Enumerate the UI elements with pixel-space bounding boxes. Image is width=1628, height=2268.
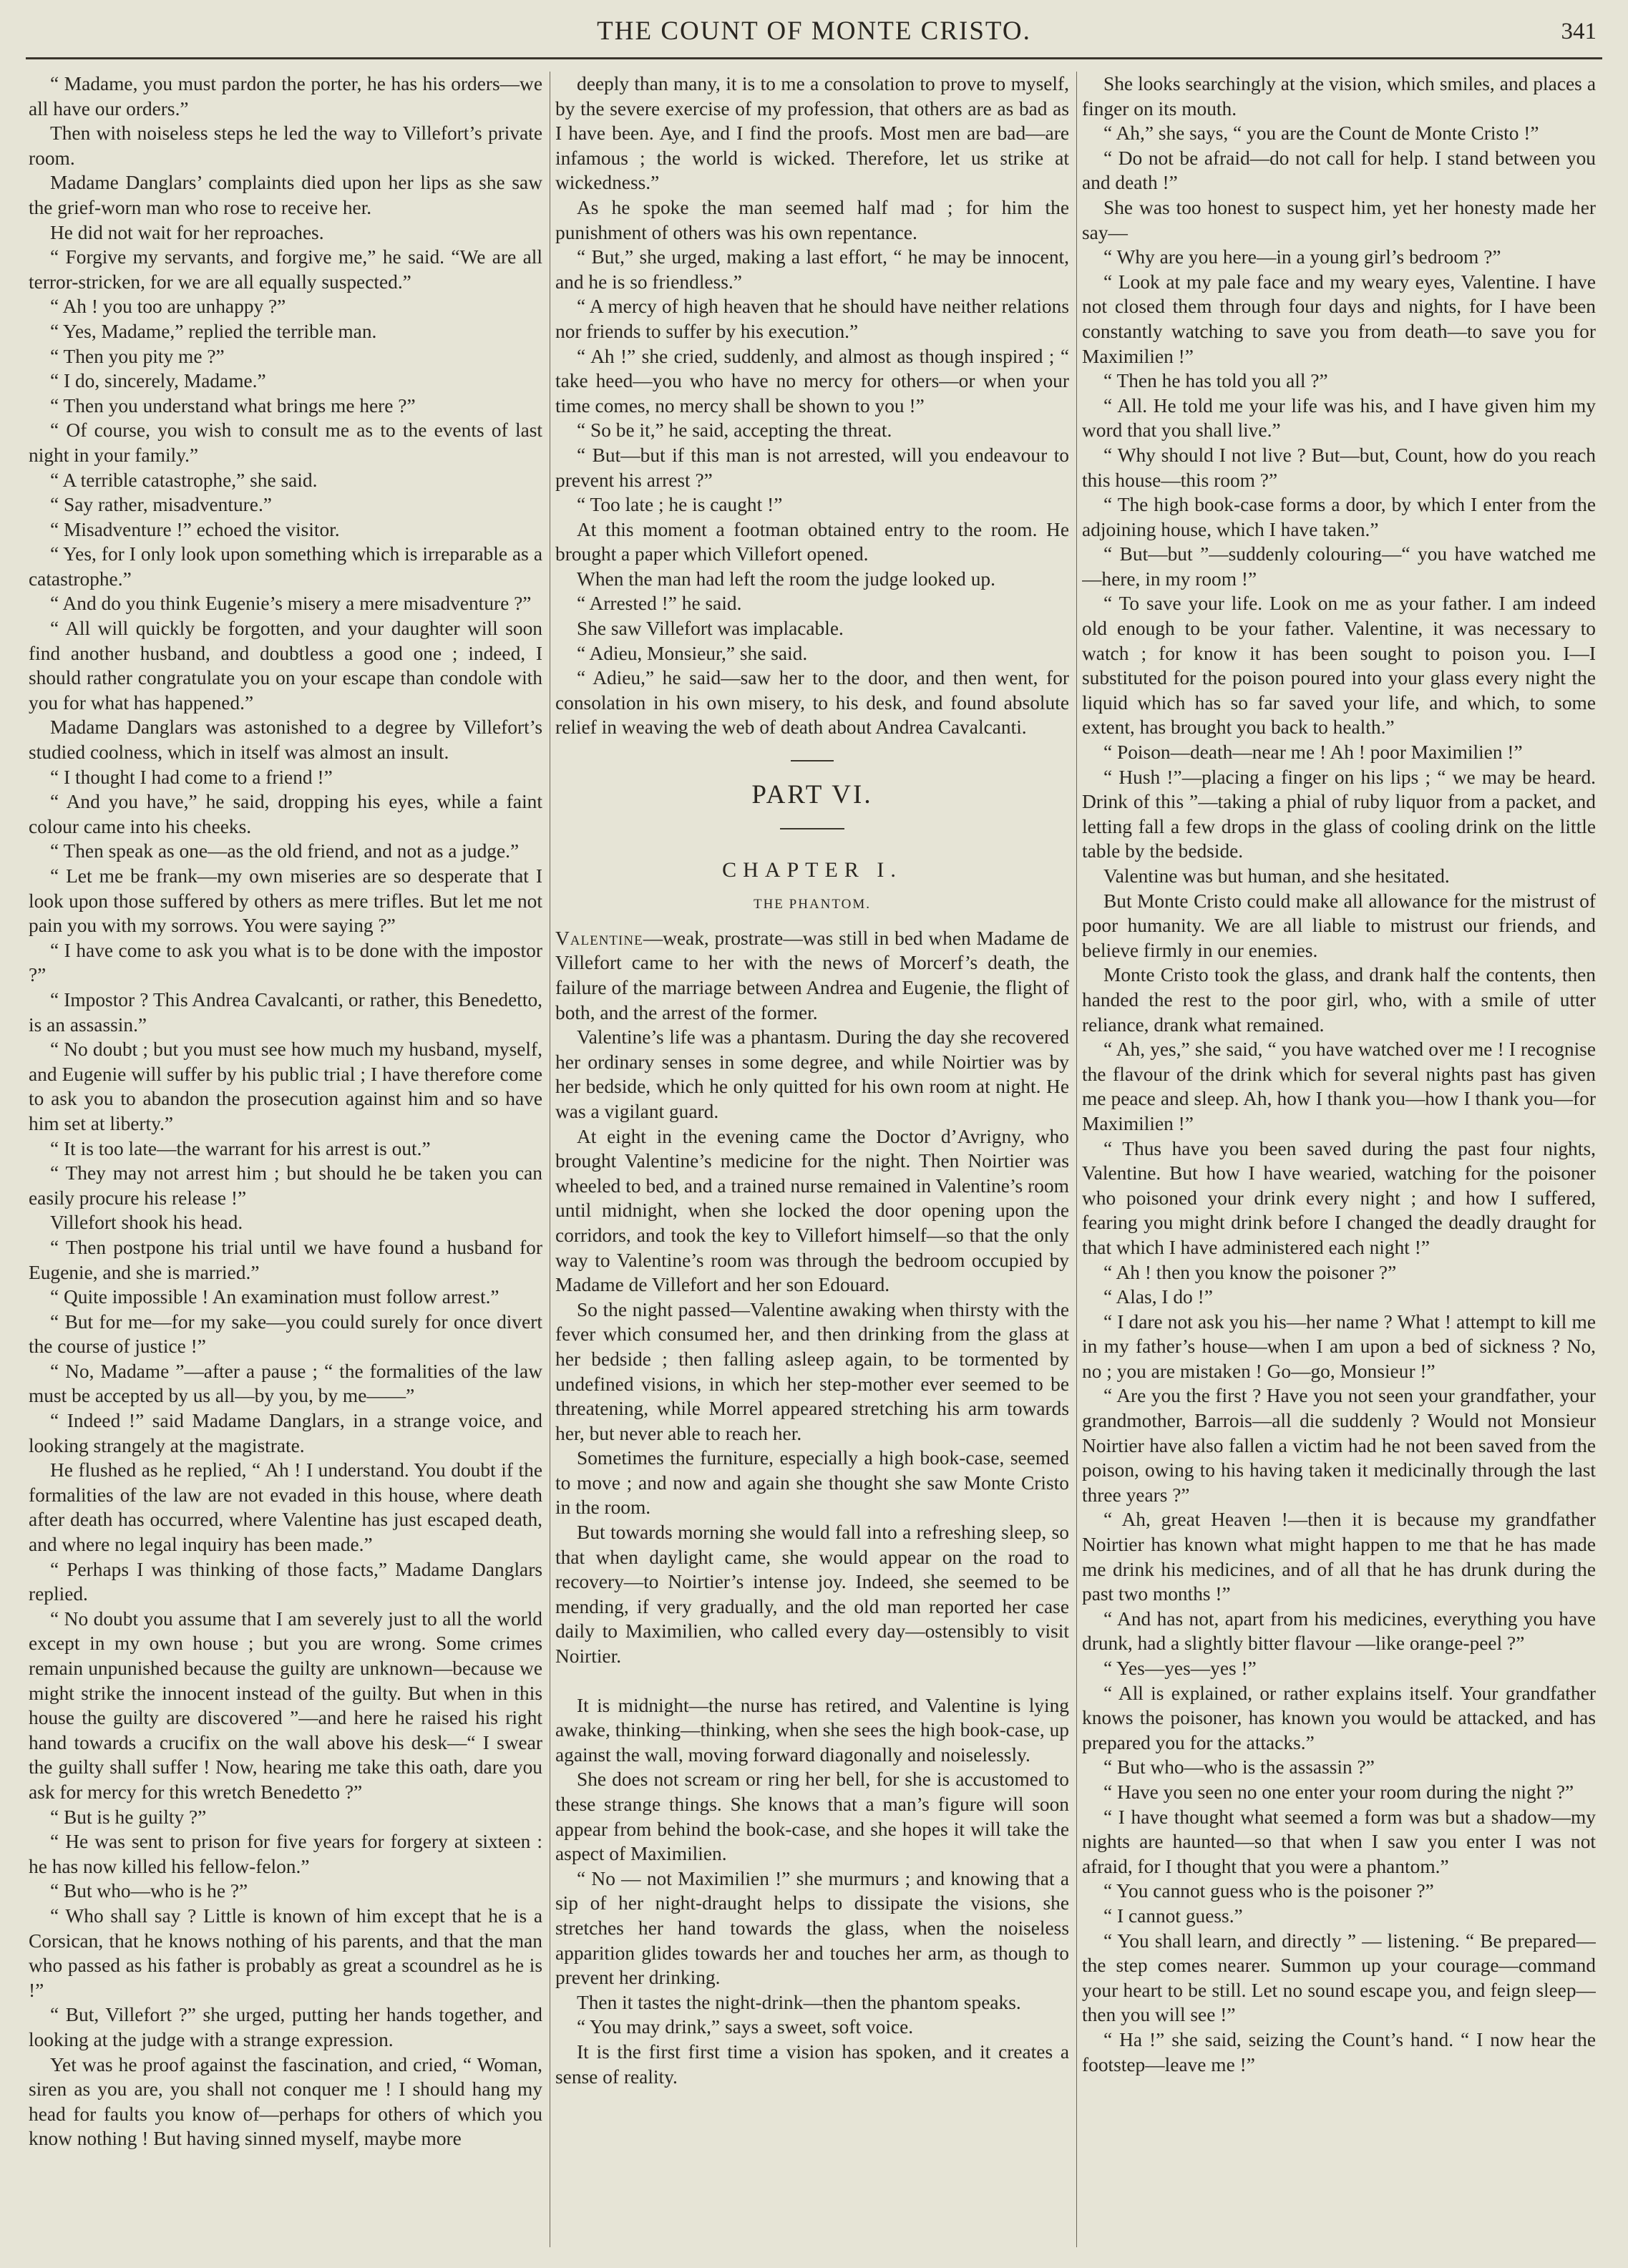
- paragraph: “ All is explained, or rather explains itself. Your grandfather knows the poisoner, has known you would be attacked, and has prepared you for the attacks.”: [1082, 1682, 1596, 1753]
- paragraph: “ But who—who is he ?”: [50, 1880, 248, 1902]
- paragraph: “ But,” she urged, making a last effort, “ he may be innocent, and he is so friendless.”: [555, 246, 1069, 293]
- paragraph: “ Yes—yes—yes !”: [1103, 1658, 1257, 1679]
- part-divider: [780, 828, 844, 829]
- paragraph: “ Indeed !” said Madame Danglars, in a strange voice, and looking strangely at the magistrate.: [29, 1410, 542, 1456]
- paragraph: When the man had left the room the judge looked up.: [577, 568, 995, 590]
- paragraph: “ Why are you here—in a young girl’s bedroom ?”: [1103, 246, 1501, 268]
- paragraph: Valentine was but human, and she hesitated.: [1103, 865, 1450, 887]
- column-left: [29, 72, 542, 2254]
- paragraph: “ Of course, you wish to consult me as to the events of last night in your family.”: [29, 419, 542, 466]
- section-break: [555, 1669, 1069, 1693]
- paragraph: As he spoke the man seemed half mad ; for him the punishment of others was his own repentance.: [555, 196, 1069, 243]
- paragraph: “ You may drink,” says a sweet, soft voice.: [577, 2016, 914, 2038]
- paragraph: “ Thus have you been saved during the past four nights, Valentine. But how I have wearied, watching for the poisoner who poisoned your drink every night ; and how I suffered, fearing you might drink before I changed the deadly draught for that which I have administered each night !”: [1082, 1137, 1596, 1258]
- paragraph: “ And you have,” he said, dropping his eyes, while a faint colour came into his cheeks.: [29, 791, 542, 837]
- paragraph: He did not wait for her reproaches.: [50, 221, 324, 243]
- paragraph: “ A mercy of high heaven that he should have neither relations nor friends to suffer by his execution.”: [555, 296, 1069, 342]
- paragraph: “ Misadventure !” echoed the visitor.: [50, 518, 340, 540]
- paragraph: “ A terrible catastrophe,” she said.: [50, 469, 318, 491]
- paragraph: Villefort shook his head.: [50, 1212, 243, 1234]
- paragraph: “ Why should I not live ? But—but, Count, how do you reach this house—this room ?”: [1082, 444, 1596, 491]
- paragraph: Yet was he proof against the fascination, and cried, “ Woman, siren as you are, you shall not conquer me ! I should hang my head for faults you know of—perhaps for others of which you know nothing ! But having sinned myself, maybe more: [29, 2053, 542, 2150]
- paragraph: Madame Danglars was astonished to a degree by Villefort’s studied coolness, which in itself was almost an insult.: [29, 716, 542, 764]
- paragraph: “ But who—who is the assassin ?”: [1103, 1756, 1375, 1778]
- paragraph: Sometimes the furniture, especially a high book-case, seemed to move ; and now and again she thought she saw Monte Cristo in the room.: [555, 1447, 1069, 1519]
- paragraph: “ So be it,” he said, accepting the threat.: [577, 419, 892, 442]
- paragraph: “ Perhaps I was thinking of those facts,” Madame Danglars replied.: [29, 1558, 542, 1605]
- paragraph: He flushed as he replied, “ Ah ! I understand. You doubt if the formalities of the law are not evaded in this house, where death after death has occurred, where Valentine has just escaped death, and where no legal inquiry has been made.”: [29, 1459, 542, 1556]
- paragraph: “ Ha !” she said, seizing the Count’s hand. “ I now hear the footstep—leave me !”: [1082, 2028, 1596, 2075]
- paragraph: “ You shall learn, and directly ” — listening. “ Be prepared—the step comes nearer. Summon up your courage—command your heart to be still. Let no sound escape you, and feign sleep—then you will see !”: [1082, 1929, 1596, 2026]
- paragraph: “ No doubt ; but you must see how much my husband, myself, and Eugenie will suffer by his public trial ; I have therefore come to ask you to abandon the prosecution against him and so have him set at liberty.”: [29, 1038, 542, 1134]
- paragraph: At this moment a footman obtained entry to the room. He brought a paper which Villefort opened.: [555, 518, 1069, 565]
- paragraph: “ I do, sincerely, Madame.”: [50, 370, 266, 392]
- paragraph: “ But, Villefort ?” she urged, putting her hands together, and looking at the judge with a strange expression.: [29, 2004, 542, 2050]
- paragraph: “ Ah, great Heaven !—then it is because my grandfather Noirtier has known what might happen to me that he has made me drink his medicines, and of all that he has drunk during the past two months !”: [1082, 1509, 1596, 1605]
- paragraph: But towards morning she would fall into a refreshing sleep, so that when daylight came, she would appear on the road to recovery—to Noirtier’s intense joy. Indeed, she seemed to be mending, if very gradually, and the old man reported her case daily to Maximilien, who called every day—ostensibly to visit Noirtier.: [555, 1522, 1069, 1668]
- paragraph: deeply than many, it is to me a consolation to prove to myself, by the severe exercise of my profession, that others are as bad as I have been. Aye, and I find the proofs. Most men are bad—are infamous ; the world is wicked. Therefore, let us strike at wickedness.”: [555, 73, 1069, 194]
- column-middle: [555, 72, 1069, 2254]
- paragraph: “ Say rather, misadventure.”: [50, 494, 272, 516]
- middle-after-break-text: [555, 1693, 1069, 2090]
- paragraph: “ I thought I had come to a friend !”: [50, 766, 333, 788]
- paragraph: “ I have thought what seemed a form was but a shadow—my nights are haunted—so that when I saw you enter I was not afraid, for I thought that you were a phantom.”: [1082, 1806, 1596, 1877]
- paragraph: “ Poison—death—near me ! Ah ! poor Maximilien !”: [1103, 741, 1523, 764]
- paragraph: It is midnight—the nurse has retired, and Valentine is lying awake, thinking—thinking, when she sees the high book-case, up against the wall, moving forward diagonally and noiselessly.: [555, 1694, 1069, 1766]
- paragraph: “ Forgive my servants, and forgive me,” he said. “We are all terror-stricken, for we are all equally suspected.”: [29, 246, 542, 293]
- paragraph: “ Let me be frank—my own miseries are so desperate that I look upon those suffered by others as mere trifles. But let me not pain you with my sorrows. You were saying ?”: [29, 865, 542, 937]
- paragraph: She was too honest to suspect him, yet her honesty made her say—: [1082, 196, 1596, 243]
- paragraph: “ Are you the first ? Have you not seen your grandfather, your grandmother, Barrois—all die suddenly ? Would not Monsieur Noirtier have also fallen a victim had he not been saved from the poison, owing to his having taken it medicinally through the last three years ?”: [1082, 1385, 1596, 1506]
- paragraph: “ But—but ”—suddenly colouring—“ you have watched me—here, in my room !”: [1082, 543, 1596, 590]
- paragraph: “ Have you seen no one enter your room during the night ?”: [1103, 1781, 1574, 1803]
- paragraph: “ Ah ! then you know the poisoner ?”: [1103, 1261, 1397, 1283]
- paragraph: “ I have come to ask you what is to be done with the impostor ?”: [29, 939, 542, 986]
- paragraph: “ Who shall say ? Little is known of him except that he is a Corsican, that he knows nothing of his parents, and that the man who passed as his father is probably as great a scoundrel as he is !”: [29, 1904, 542, 2001]
- column-rule: [1076, 72, 1077, 2247]
- paragraph: “ Ah, yes,” she said, “ you have watched over me ! I recognise the flavour of the drink which for several nights past has given me peace and sleep. Ah, how I thank you—how I thank you—for Maximilien !”: [1082, 1038, 1596, 1134]
- paragraph: “ But is he guilty ?”: [50, 1806, 207, 1828]
- paragraph: “ Ah !” she cried, suddenly, and almost as though inspired ; “ take heed—you who have no mercy for others—or when your time comes, no mercy shall be shown to you !”: [555, 345, 1069, 417]
- paragraph: “ No doubt you assume that I am severely just to all the world except in my own house ; but you are wrong. Some crimes remain unpunished because the guilty are unknown—because we might strike the innocent instead of the guilty. But when in this house the guilty are discovered ”—and here he raised his right hand towards a crucifix on the wall above his desk—“ I swear the guilty shall suffer ! Now, hearing me take this oath, dare you ask for mercy for this wretch Benedetto ?”: [29, 1607, 542, 1803]
- paragraph: “ Then postpone his trial until we have found a husband for Eugenie, and she is married.”: [29, 1236, 542, 1283]
- paragraph: “ Then you pity me ?”: [50, 345, 225, 367]
- paragraph: “ Then you understand what brings me here ?”: [50, 394, 416, 417]
- chapter-title: CHAPTER I.: [722, 857, 902, 882]
- section-divider: [791, 760, 834, 761]
- paragraph: “ I cannot guess.”: [1103, 1904, 1243, 1927]
- paragraph: “ And do you think Eugenie’s misery a mere misadventure ?”: [50, 593, 532, 615]
- paragraph: “ Too late ; he is caught !”: [577, 494, 783, 516]
- paragraph: Then it tastes the night-drink—then the phantom speaks.: [577, 1991, 1021, 2013]
- paragraph: “ Hush !”—placing a finger on his lips ; “ we may be heard. Drink of this ”—taking a phial of ruby liquor from a packet, and letting fall a few drops in the glass of cooling drink on the little table by the bedside.: [1082, 766, 1596, 862]
- paragraph: She does not scream or ring her bell, for she is accustomed to these strange things. She knows that a man’s figure will soon appear from behind the book-case, and she hopes it will take the aspect of Maximilien.: [555, 1768, 1069, 1865]
- chapter-subtitle: THE PHANTOM.: [753, 897, 872, 912]
- paragraph: “ All will quickly be forgotten, and your daughter will soon find another husband, and doubtless a good one ; indeed, I should rather congratulate you on your escape than condole with you for what has happened.”: [29, 618, 542, 714]
- paragraph: “ No — not Maximilien !” she murmurs ; and knowing that a sip of her night-draught helps to dissipate the visions, she stretches her hand towards the glass, when the noiseless apparition glides towards her and touches her arm, as though to prevent her drinking.: [555, 1867, 1069, 1989]
- paragraph: “ Yes, for I only look upon something which is irreparable as a catastrophe.”: [29, 543, 542, 590]
- paragraph: It is the first first time a vision has spoken, and it creates a sense of reality.: [555, 2040, 1069, 2088]
- paragraph: Then with noiseless steps he led the way to Villefort’s private room.: [29, 122, 542, 169]
- middle-chapter-text: [555, 1025, 1069, 1668]
- paragraph: “ Adieu, Monsieur,” she said.: [577, 642, 808, 664]
- paragraph: She looks searchingly at the vision, which smiles, and places a finger on its mouth.: [1082, 73, 1596, 120]
- part-title: PART VI.: [751, 780, 873, 810]
- paragraph: “ Look at my pale face and my weary eyes, Valentine. I have not closed them through four days and nights, for I have been constantly watching to save you from death—to save you for Maximilien !”: [1082, 271, 1596, 367]
- paragraph: But Monte Cristo could make all allowance for the mistrust of poor humanity. We are all liable to mistrust our friends, and believe firmly in our enemies.: [1082, 890, 1596, 961]
- paragraph: “ To save your life. Look on me as your father. I am indeed old enough to be your father. Valentine, it was necessary to watch ; for know it has been sought to poison you. I—I substituted for the poison poured into your glass every night the liquid which has so far saved your life, and which, to some extent, has brought you back to health.”: [1082, 593, 1596, 739]
- page-number: 341: [1561, 19, 1597, 44]
- paragraph: “ Yes, Madame,” replied the terrible man.: [50, 320, 377, 342]
- paragraph: “ You cannot guess who is the poisoner ?”: [1103, 1880, 1434, 1902]
- paragraph: “ Ah,” she says, “ you are the Count de Monte Cristo !”: [1103, 122, 1539, 145]
- lead-word: Valentine: [555, 927, 643, 949]
- paragraph: “ No, Madame ”—after a pause ; “ the formalities of the law must be accepted by us all—by you, by me——”: [29, 1360, 542, 1407]
- paragraph: “ Madame, you must pardon the porter, he has his orders—we all have our orders.”: [29, 73, 542, 120]
- paragraph: “ He was sent to prison for five years for forgery at sixteen : he has now killed his fellow-felon.”: [29, 1831, 542, 1877]
- paragraph: Monte Cristo took the glass, and drank half the contents, then handed the rest to the poor girl, who, with a smile of utter reliance, drank what remained.: [1082, 964, 1596, 1036]
- paragraph: “ Arrested !” he said.: [577, 593, 742, 615]
- paragraph: Madame Danglars’ complaints died upon her lips as she saw the grief-worn man who rose to receive her.: [29, 172, 542, 218]
- chapter-opening-paragraph: [555, 926, 1069, 1025]
- paragraph: “ But—but if this man is not arrested, will you endeavour to prevent his arrest ?”: [555, 444, 1069, 491]
- paragraph: Valentine’s life was a phantasm. During the day she recovered her ordinary senses in some degree, and while Noirtier was by her bedside, which he only quitted for his own room at night. He was a vigilant guard.: [555, 1026, 1069, 1122]
- paragraph: “ Quite impossible ! An examination must follow arrest.”: [50, 1286, 499, 1308]
- paragraph: At eight in the evening came the Doctor d’Avrigny, who brought Valentine’s medicine for the night. Then Noirtier was wheeled to bed, and a trained nurse remained in Valentine’s room until midnight, when she locked the door opening upon the corridors, and took the key to Villefort himself—so that the only way to Valentine’s room was through the bedroom occupied by Madame de Villefort and her son Edouard.: [555, 1125, 1069, 1296]
- paragraph: “ But for me—for my sake—you could surely for once divert the course of justice !”: [29, 1310, 542, 1358]
- paragraph: “ Do not be afraid—do not call for help. I stand between you and death !”: [1082, 147, 1596, 194]
- running-title: THE COUNT OF MONTE CRISTO.: [597, 16, 1031, 46]
- paragraph: So the night passed—Valentine awaking when thirsty with the fever which consumed her, and then drinking from the glass at her bedside ; then falling asleep again, to be tormented by undefined visions, in which her step-mother ever seemed to be threatening, while Morrel appeared stretching his arm towards her, but never able to reach her.: [555, 1298, 1069, 1444]
- paragraph: “ The high book-case forms a door, by which I enter from the adjoining house, which I have taken.”: [1082, 494, 1596, 540]
- paragraph: “ It is too late—the warrant for his arrest is out.”: [50, 1137, 431, 1159]
- paragraph: “ Then he has told you all ?”: [1103, 370, 1328, 392]
- paragraph: “ I dare not ask you his—her name ? What ! attempt to kill me in my father’s house—when I am upon a bed of sickness ? No, no ; you are mistaken ! Go—go, Monsieur !”: [1082, 1310, 1596, 1382]
- column-right: [1082, 72, 1596, 2254]
- paragraph: “ Impostor ? This Andrea Cavalcanti, or rather, this Benedetto, is an assassin.”: [29, 988, 542, 1036]
- page-header: [26, 13, 1602, 59]
- lead-text: —weak, prostrate—was still in bed when Madame de Villefort came to her with the news of Morcerf’s death, the failure of the marriage between Andrea and Eugenie, the flight of both, and the arrest of the former.: [555, 927, 1069, 1023]
- middle-top-text: [555, 72, 1069, 740]
- paragraph: “ They may not arrest him ; but should he be taken you can easily procure his release !”: [29, 1162, 542, 1209]
- paragraph: She saw Villefort was implacable.: [577, 618, 844, 640]
- paragraph: “ Alas, I do !”: [1103, 1286, 1213, 1308]
- paragraph: “ And has not, apart from his medicines, everything you have drunk, had a slightly bitter flavour —like orange-peel ?”: [1082, 1607, 1596, 1655]
- paragraph: “ Ah ! you too are unhappy ?”: [50, 296, 286, 318]
- paragraph: “ All. He told me your life was his, and I have given him my word that you shall live.”: [1082, 394, 1596, 442]
- paragraph: “ Adieu,” he said—saw her to the door, and then went, for consolation in his own misery, to his desk, and found absolute relief in weaving the web of death about Andrea Cavalcanti.: [555, 667, 1069, 739]
- paragraph: “ Then speak as one—as the old friend, and not as a judge.”: [50, 840, 520, 862]
